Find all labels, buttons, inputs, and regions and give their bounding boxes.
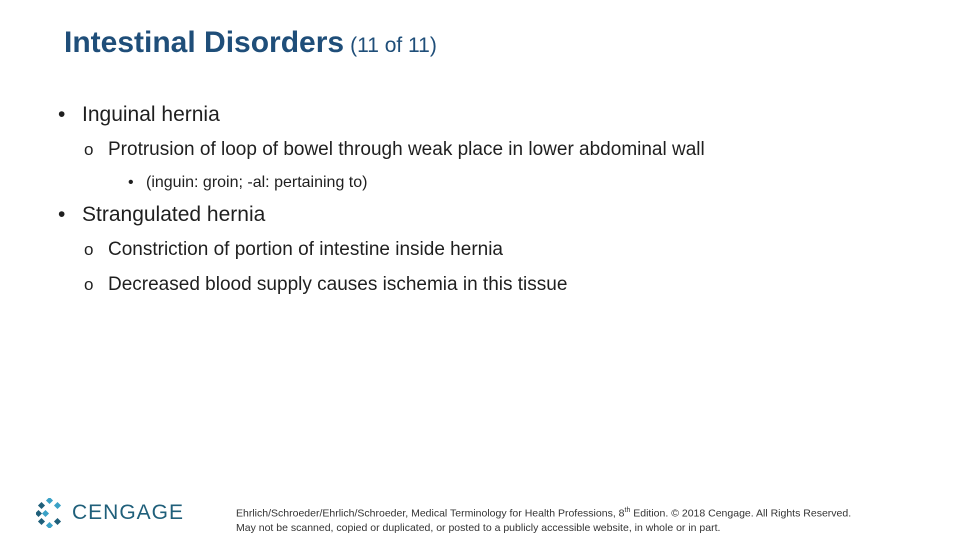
bullet-inguinal-hernia bbox=[58, 103, 220, 127]
bullet-text: Protrusion of loop of bowel through weak place in lower abdominal wall bbox=[108, 139, 705, 160]
sub-bullet-constriction bbox=[84, 239, 503, 261]
title-suffix: (11 of 11) bbox=[350, 34, 437, 57]
copyright-notice bbox=[236, 504, 851, 535]
bullet-marker: • bbox=[58, 103, 66, 126]
bullet-text: Inguinal hernia bbox=[82, 103, 220, 126]
cengage-logo-icon bbox=[36, 498, 64, 528]
bullet-text: Constriction of portion of intestine inside hernia bbox=[108, 239, 504, 260]
sub-bullet-decreased-blood bbox=[84, 274, 567, 296]
bullet-text: Decreased blood supply causes ischemia in this tissue bbox=[108, 274, 568, 295]
bullet-marker: • bbox=[58, 203, 66, 226]
copyright-line-1: Ehrlich/Schroeder/Ehrlich/Schroeder, Medical Terminology for Health Professions, 8th Edition. © 2018 Cengage. All Rights Reserved. bbox=[236, 507, 852, 520]
copyright-line-2: May not be scanned, copied or duplicated, or posted to a publicly accessible website, in whole or in part. bbox=[236, 521, 721, 534]
bullet-text: (inguin: groin; -al: pertaining to) bbox=[146, 174, 368, 191]
sub-sub-bullet-inguin bbox=[128, 174, 367, 192]
logo-text: CENGAGE bbox=[72, 501, 185, 524]
bullet-strangulated-hernia bbox=[58, 203, 265, 227]
slide-title bbox=[64, 26, 437, 60]
cengage-logo bbox=[36, 498, 184, 528]
title-main: Intestinal Disorders bbox=[64, 26, 345, 59]
bullet-marker: o bbox=[84, 240, 94, 259]
bullet-marker: o bbox=[84, 140, 94, 159]
bullet-text: Strangulated hernia bbox=[82, 203, 266, 226]
bullet-marker: • bbox=[128, 174, 134, 191]
sub-bullet-protrusion bbox=[84, 139, 705, 161]
bullet-marker: o bbox=[84, 275, 94, 294]
